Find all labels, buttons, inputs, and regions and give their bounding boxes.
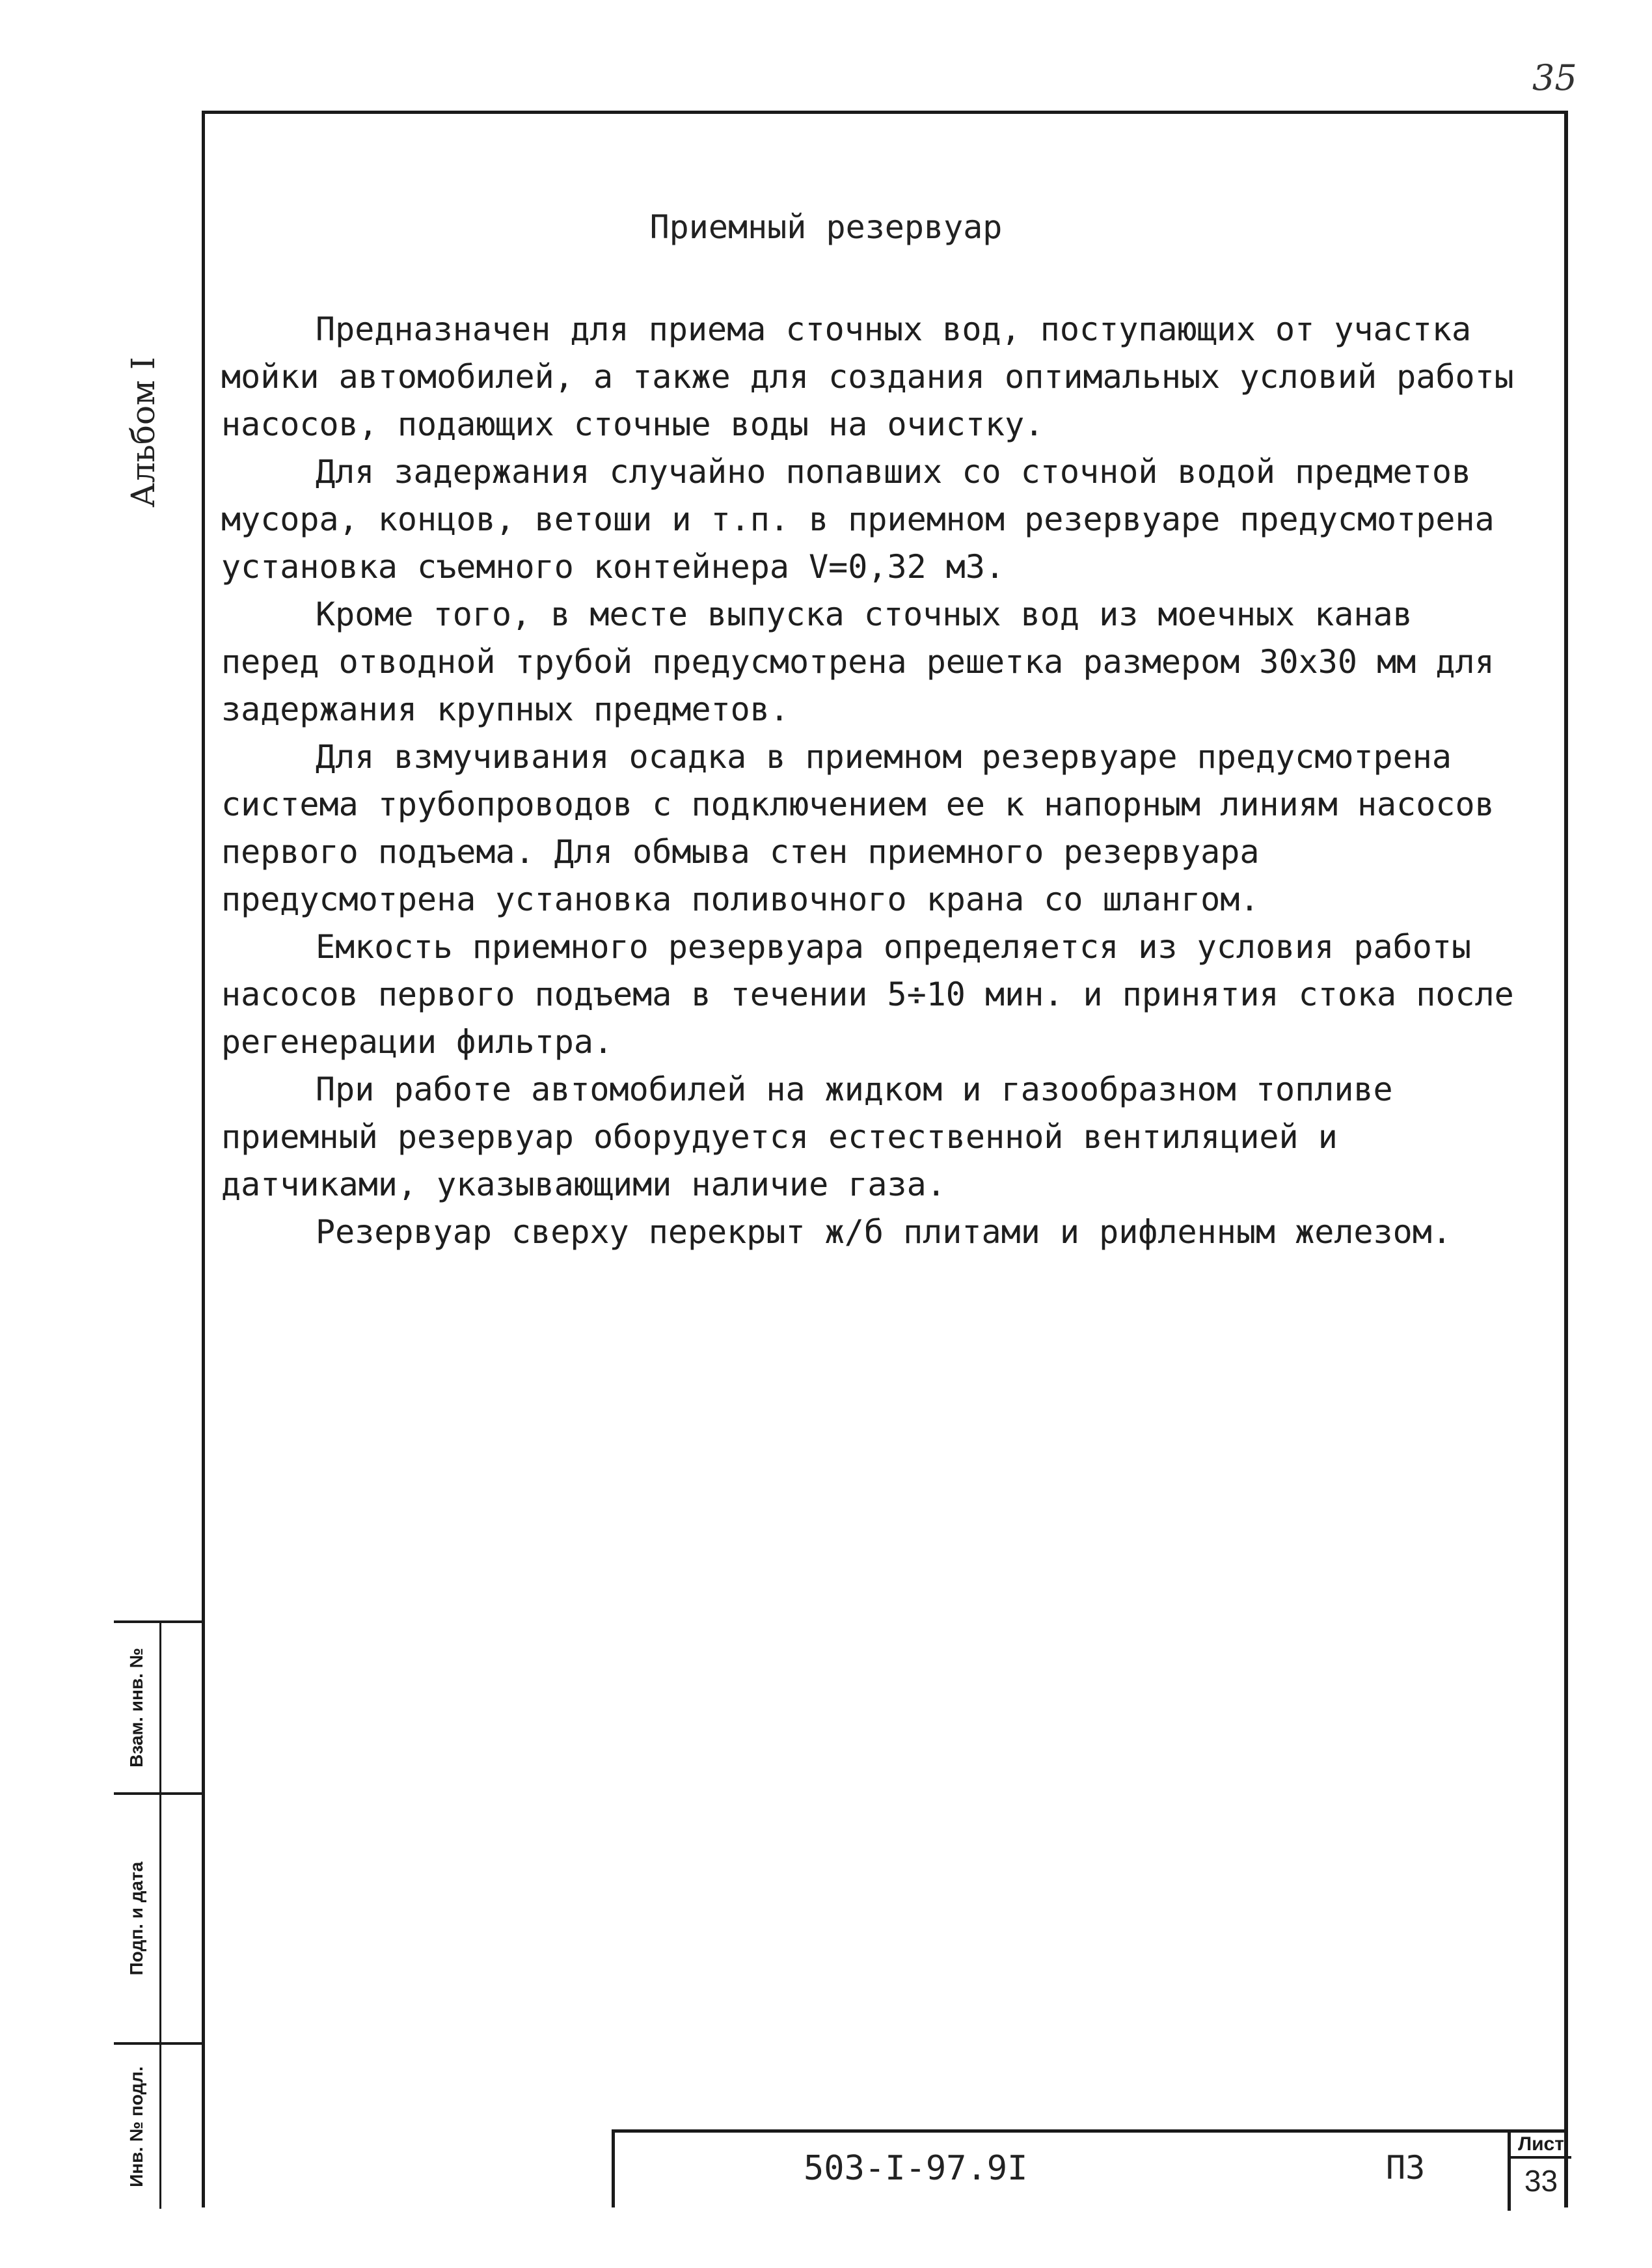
sheet-label: Лист (1511, 2129, 1571, 2159)
paragraph-ventilation: При работе автомобилей на жидком и газообразном топливе приемный резервуар оборудуется естественной вентиляцией и датчиками, указывающими наличие газа. (221, 1071, 1393, 1203)
side-stamp (114, 1620, 204, 2206)
stamp-cell-vzam-inv (114, 1623, 159, 1792)
sheet-number: 33 (1524, 2164, 1558, 2198)
sheet-box (1508, 2129, 1571, 2211)
paragraph-container: Для задержания случайно попавших со сточной водой предметов мусора, концов, ветоши и т.п. в приемном резервуаре предусмотрена установка съемного контейнера V=0,32 м3. (221, 453, 1495, 586)
title-block (612, 2129, 1568, 2207)
album-label: Альбом I (124, 357, 162, 508)
stamp-label-vzam-inv: Взам. инв. № (126, 1648, 146, 1768)
paragraph-capacity: Емкость приемного резервуара определяется из условия работы насосов первого подъема в течении 5÷10 мин. и принятия стока после регенерации фильтра. (221, 928, 1514, 1061)
section-title: Приемный резервуар (649, 208, 1003, 246)
page-number: 35 (1532, 57, 1577, 98)
stamp-cell-inv-podl (114, 2045, 159, 2209)
document-body (221, 306, 1523, 1256)
paragraph-purpose: Предназначен для приема сточных вод, поступающих от участка мойки автомобилей, а также для создания оптимальных условий работы насосов, подающих сточные воды на очистку. (221, 310, 1514, 443)
document-type: ПЗ (1386, 2149, 1426, 2187)
paragraph-cover: Резервуар сверху перекрыт ж/б плитами и рифленным железом. (316, 1213, 1452, 1251)
stamp-label-inv-podl: Инв. № подл. (126, 2066, 146, 2187)
paragraph-piping: Для взмучивания осадка в приемном резервуаре предусмотрена система трубопроводов с подключением ее к напорным линиям насосов первого подъема. Для обмыва стен приемного резервуара предусмотрена установка поливочного крана со шлангом. (221, 738, 1495, 918)
document-code: 503-I-97.9I (804, 2149, 1028, 2188)
paragraph-grating: Кроме того, в месте выпуска сточных вод из моечных канав перед отводной трубой предусмотрена решетка размером 30х30 мм для задержания крупных предметов. (221, 595, 1495, 728)
stamp-cell-podp-data (114, 1795, 159, 2042)
stamp-label-podp-data: Подп. и дата (126, 1861, 146, 1976)
stamp-column-divider (159, 1623, 161, 2209)
